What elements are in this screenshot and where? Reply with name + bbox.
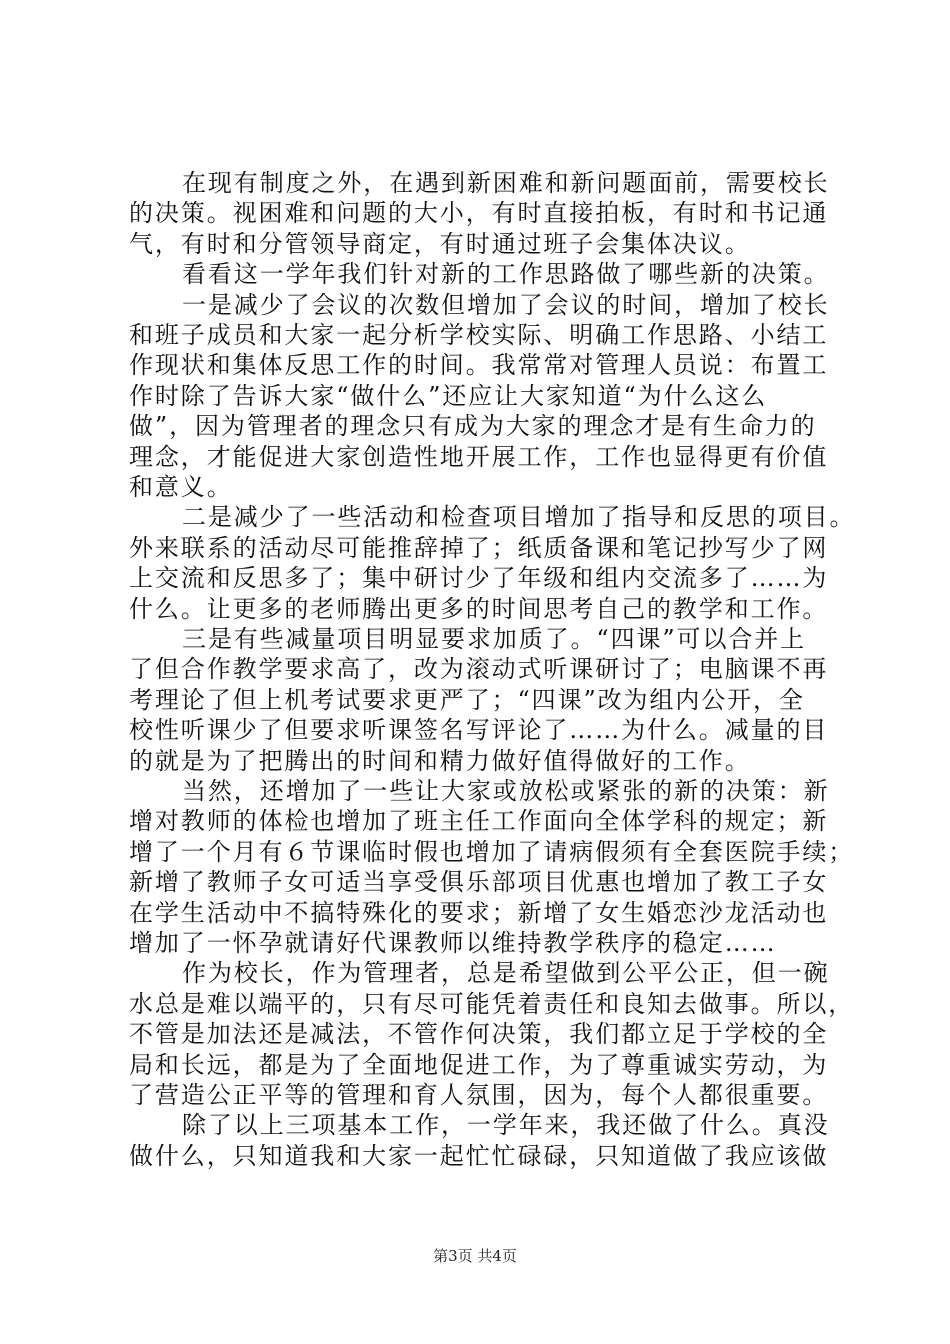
- text-line: 新增了教师子女可适当享受俱乐部项目优惠也增加了教工子女: [129, 868, 829, 897]
- text-line: 的就是为了把腾出的时间和精力做好值得做好的工作。: [129, 746, 751, 775]
- page-number-footer: 第3页 共4页: [433, 1247, 517, 1265]
- text-line: 理念，才能促进大家创造性地开展工作，工作也显得更有价值: [129, 442, 829, 471]
- text-line: 了营造公正平等的管理和育人氛围，因为，每个人都很重要。: [129, 1081, 829, 1109]
- text-line: 了但合作教学要求高了，改为滚动式听课研讨了；电脑课不再: [129, 655, 829, 684]
- text-line: 做”，因为管理者的理念只有成为大家的理念才是有生命力的: [129, 412, 817, 441]
- text-line: 看看这一学年我们针对新的工作思路做了哪些新的决策。: [182, 260, 830, 289]
- text-line: 上交流和反思多了；集中研讨少了年级和组内交流多了……为: [129, 564, 829, 593]
- text-line: 考理论了但上机考试要求更严了；“四课”改为组内公开，全: [129, 685, 805, 714]
- text-line: 的决策。视困难和问题的大小，有时直接拍板，有时和书记通: [129, 199, 829, 228]
- text-line: 作为校长，作为管理者，总是希望做到公平公正，但一碗: [182, 959, 830, 988]
- text-line: 做什么，只知道我和大家一起忙忙碌碌，只知道做了我应该做: [129, 1141, 829, 1170]
- text-line: 作时除了告诉大家“做什么”还应让大家知道“为什么这么: [129, 381, 768, 410]
- text-line: 水总是难以端平的，只有尽可能凭着责任和良知去做事。所以，: [129, 989, 855, 1018]
- text-line: 一是减少了会议的次数但增加了会议的时间，增加了校长: [182, 290, 830, 319]
- text-line: 三是有些减量项目明显要求加质了。“四课”可以合并上: [182, 625, 807, 653]
- text-line: 增加了一怀孕就请好代课教师以维持教学秩序的稳定……: [129, 929, 777, 957]
- text-line: 当然，还增加了一些让大家或放松或紧张的新的决策：新: [182, 777, 830, 805]
- text-line: 作现状和集体反思工作的时间。我常常对管理人员说：布置工: [129, 351, 829, 380]
- text-line: 局和长远，都是为了全面地促进工作，为了尊重诚实劳动，为: [129, 1050, 829, 1079]
- text-line: 在学生活动中不搞特殊化的要求；新增了女生婚恋沙龙活动也: [129, 898, 829, 927]
- text-line: 和意义。: [129, 473, 233, 501]
- text-line: 增对教师的体检也增加了班主任工作面向全体学科的规定；新: [129, 807, 829, 836]
- text-line: 气，有时和分管领导商定，有时通过班子会集体决议。: [129, 229, 751, 258]
- text-line: 外来联系的活动尽可能推辞掉了；纸质备课和笔记抄写少了网: [129, 533, 829, 562]
- text-line: 除了以上三项基本工作，一学年来，我还做了什么。真没: [182, 1111, 830, 1140]
- text-line: 和班子成员和大家一起分析学校实际、明确工作思路、小结工: [129, 321, 829, 349]
- text-line: 二是减少了一些活动和检查项目增加了指导和反思的项目。: [182, 503, 856, 532]
- text-line: 在现有制度之外，在遇到新困难和新问题面前，需要校长: [182, 169, 830, 197]
- text-line: 什么。让更多的老师腾出更多的时间思考自己的教学和工作。: [129, 594, 829, 623]
- text-line: 增了一个月有６节课临时假也增加了请病假须有全套医院手续；: [129, 837, 855, 866]
- text-line: 校性听课少了但要求听课签名写评论了……为什么。减量的目: [129, 716, 829, 745]
- text-line: 不管是加法还是减法，不管作何决策，我们都立足于学校的全: [129, 1020, 829, 1049]
